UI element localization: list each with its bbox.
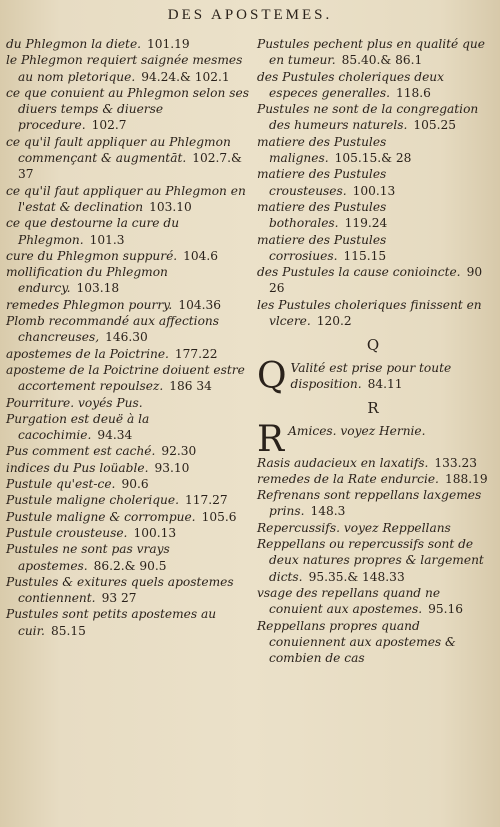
index-entry: ce que conuient au Phlegmon selon ses diuers temps & diuerse procedure. 102.7 <box>6 85 249 133</box>
section-heading-r: R <box>367 399 379 418</box>
index-entry: cure du Phlegmon suppuré. 104.6 <box>6 248 219 263</box>
index-entry: Pustule maligne cholerique. 117.27 <box>6 493 228 508</box>
index-entry: matiere des Pustules crousteuses. 100.13 <box>257 167 396 198</box>
index-entry: matiere des Pustules malignes. 105.15.& 28 <box>257 134 412 166</box>
index-entry: Rasis audacieux en laxatifs. 133.23 <box>257 455 478 470</box>
index-entry: du Phlegmon la diete. 101.19 <box>6 37 190 51</box>
index-entry: Pustules sont petits apostemes au cuir. 85.15 <box>6 607 217 638</box>
section-heading-q: Q <box>366 336 380 355</box>
index-entry: Pus comment est caché. 92.30 <box>6 444 197 459</box>
index-entry: des Pustules la cause conioincte. 90 26 <box>257 265 483 296</box>
index-entry: les Pustules choleriques finissent en vlcere. 120.2 <box>257 297 482 329</box>
index-entry: ce qu'il fault appliquer au Phlegmon commençant & augmentāt. 102.7.& 37 <box>6 134 242 182</box>
index-entry: Reppellans ou repercussifs sont de deux natures propres & largement dicts. 95.35.& 148.33 <box>257 537 484 584</box>
index-entry: matiere des Pustules corrosiues. 115.15 <box>257 232 387 263</box>
index-entry: Pustules ne sont de la congregation des humeurs naturels. 105.25 <box>257 102 479 133</box>
index-entry: ce qu'il faut appliquer au Phlegmon en l'estat & declination 103.10 <box>6 183 246 214</box>
index-entry: apostemes de la Poictrine. 177.22 <box>6 346 218 361</box>
drop-cap-q: Q <box>257 355 287 397</box>
index-entry: Purgation est deuë à la cacochimie. 94.34 <box>6 411 150 443</box>
index-entry: le Phlegmon requiert saignée mesmes au nom pletorique. 94.24.& 102.1 <box>6 53 243 84</box>
running-header: DES APOSTEMES. <box>167 7 333 23</box>
index-entry: Pustule crousteuse. 100.13 <box>6 525 177 540</box>
index-entry: mollification du Phlegmon endurcy. 103.18 <box>6 265 168 296</box>
right-column <box>257 36 489 666</box>
index-entry: Repercussifs. voyez Reppellans <box>257 520 451 535</box>
index-entry: Refrenans sont reppellans laxgemes prins. 148.3 <box>257 488 482 519</box>
index-entry: ce que destourne la cure du Phlegmon. 101.3 <box>6 216 180 247</box>
index-entry: remedes de la Rate endurcie. 188.19 <box>257 471 488 486</box>
drop-cap-r: R <box>257 418 285 460</box>
index-entry: Pustules pechent plus en qualité que en tumeur. 85.40.& 86.1 <box>257 37 485 68</box>
index-entry: aposteme de la Poictrine doiuent estre accortement repoulsez. 186 34 <box>6 362 245 394</box>
index-entry: des Pustules choleriques deux especes generalles. 118.6 <box>257 69 445 100</box>
index-entry-q: Q Valité est prise pour toute disposition. 84.11 <box>257 355 452 397</box>
index-entry: indices du Pus loüable. 93.10 <box>6 460 190 475</box>
index-entry: matiere des Pustules bothorales. 119.24 <box>257 199 388 231</box>
index-entry: Reppellans propres quand conuiennent aux apostemes & combien de cas <box>257 618 456 666</box>
index-entry: Pourriture. voyés Pus. <box>6 395 143 410</box>
index-entry: vsage des repellans quand ne conuient aux apostemes. 95.16 <box>257 585 464 617</box>
index-entry: Pustules & exitures quels apostemes contiennent. 93 27 <box>6 574 234 606</box>
left-column <box>6 36 250 639</box>
index-entry: Pustule maligne & corrompue. 105.6 <box>6 509 237 524</box>
index-entry: remedes Phlegmon pourry. 104.36 <box>6 297 221 312</box>
index-entry: Pustule qu'est-ce. 90.6 <box>6 477 149 492</box>
index-entry-r: R Amices. voyez Hernie. <box>257 418 426 460</box>
index-entry: Plomb recommandé aux affections chancreuses, 146.30 <box>6 314 220 345</box>
index-entry: Pustules ne sont pas vrays apostemes. 86.2.& 90.5 <box>6 542 170 573</box>
